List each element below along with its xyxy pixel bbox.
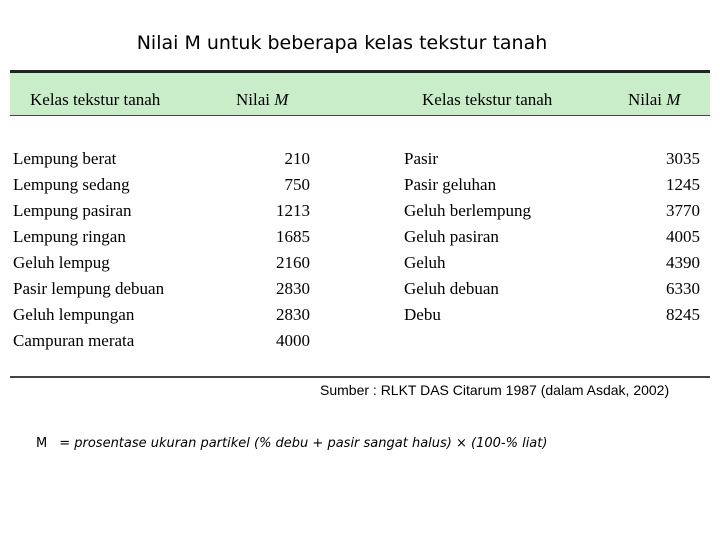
row-name-l: Lempung ringan	[13, 227, 126, 246]
header-value-left-text: Nilai	[236, 90, 275, 109]
row-name-r: Debu	[404, 305, 441, 324]
table-bottom-rule	[10, 376, 710, 378]
header-bottom-rule	[10, 115, 710, 116]
footnote-symbol: M	[36, 436, 48, 451]
row-value-l: 4000	[276, 331, 310, 350]
row-name-l: Geluh lempug	[13, 253, 110, 272]
row-value-l: 210	[284, 149, 310, 168]
row-value-l: 750	[284, 175, 310, 194]
row-value-r: 3770	[666, 201, 700, 220]
row-name-r: Pasir	[404, 149, 438, 168]
row-name-l: Pasir lempung debuan	[13, 279, 165, 298]
row-name-l: Lempung sedang	[13, 175, 130, 194]
row-value-r: 6330	[666, 279, 700, 298]
row-value-r: 1245	[666, 175, 700, 194]
table-header	[10, 73, 710, 115]
row-name-r: Geluh debuan	[404, 279, 499, 298]
header-class-left: Kelas tekstur tanah	[30, 90, 161, 109]
row-name-r: Pasir geluhan	[404, 175, 497, 194]
row-name-l: Lempung pasiran	[13, 201, 132, 220]
header-value-right-symbol: M	[666, 90, 681, 109]
row-value-l: 1213	[276, 201, 310, 220]
row-name-r: Geluh pasiran	[404, 227, 499, 246]
row-name-l: Lempung berat	[13, 149, 117, 168]
row-name-l: Campuran merata	[13, 331, 135, 350]
row-value-l: 2830	[276, 305, 310, 324]
row-value-r: 4005	[666, 227, 700, 246]
row-name-l: Geluh lempungan	[13, 305, 135, 324]
footnote-text: = prosentase ukuran partikel (% debu + pasir sangat halus) × (100-% liat)	[59, 436, 548, 451]
row-name-r: Geluh berlempung	[404, 201, 531, 220]
row-value-l: 2160	[276, 253, 310, 272]
row-value-l: 2830	[276, 279, 310, 298]
header-value-left	[236, 90, 288, 110]
row-value-r: 4390	[666, 253, 700, 272]
row-value-l: 1685	[276, 227, 310, 246]
slide-title-text: Nilai M untuk beberapa kelas tekstur tanah	[136, 32, 548, 54]
header-value-right-text: Nilai	[628, 90, 667, 109]
slide-title	[0, 32, 720, 54]
row-name-r: Geluh	[404, 253, 446, 272]
table-source: Sumber : RLKT DAS Citarum 1987 (dalam Asdak, 2002)	[320, 382, 670, 398]
header-value-left-symbol: M	[274, 90, 289, 109]
row-value-r: 3035	[666, 149, 700, 168]
row-value-r: 8245	[666, 305, 700, 324]
header-value-right	[628, 90, 680, 110]
header-class-right: Kelas tekstur tanah	[422, 90, 553, 109]
footnote	[36, 436, 547, 451]
